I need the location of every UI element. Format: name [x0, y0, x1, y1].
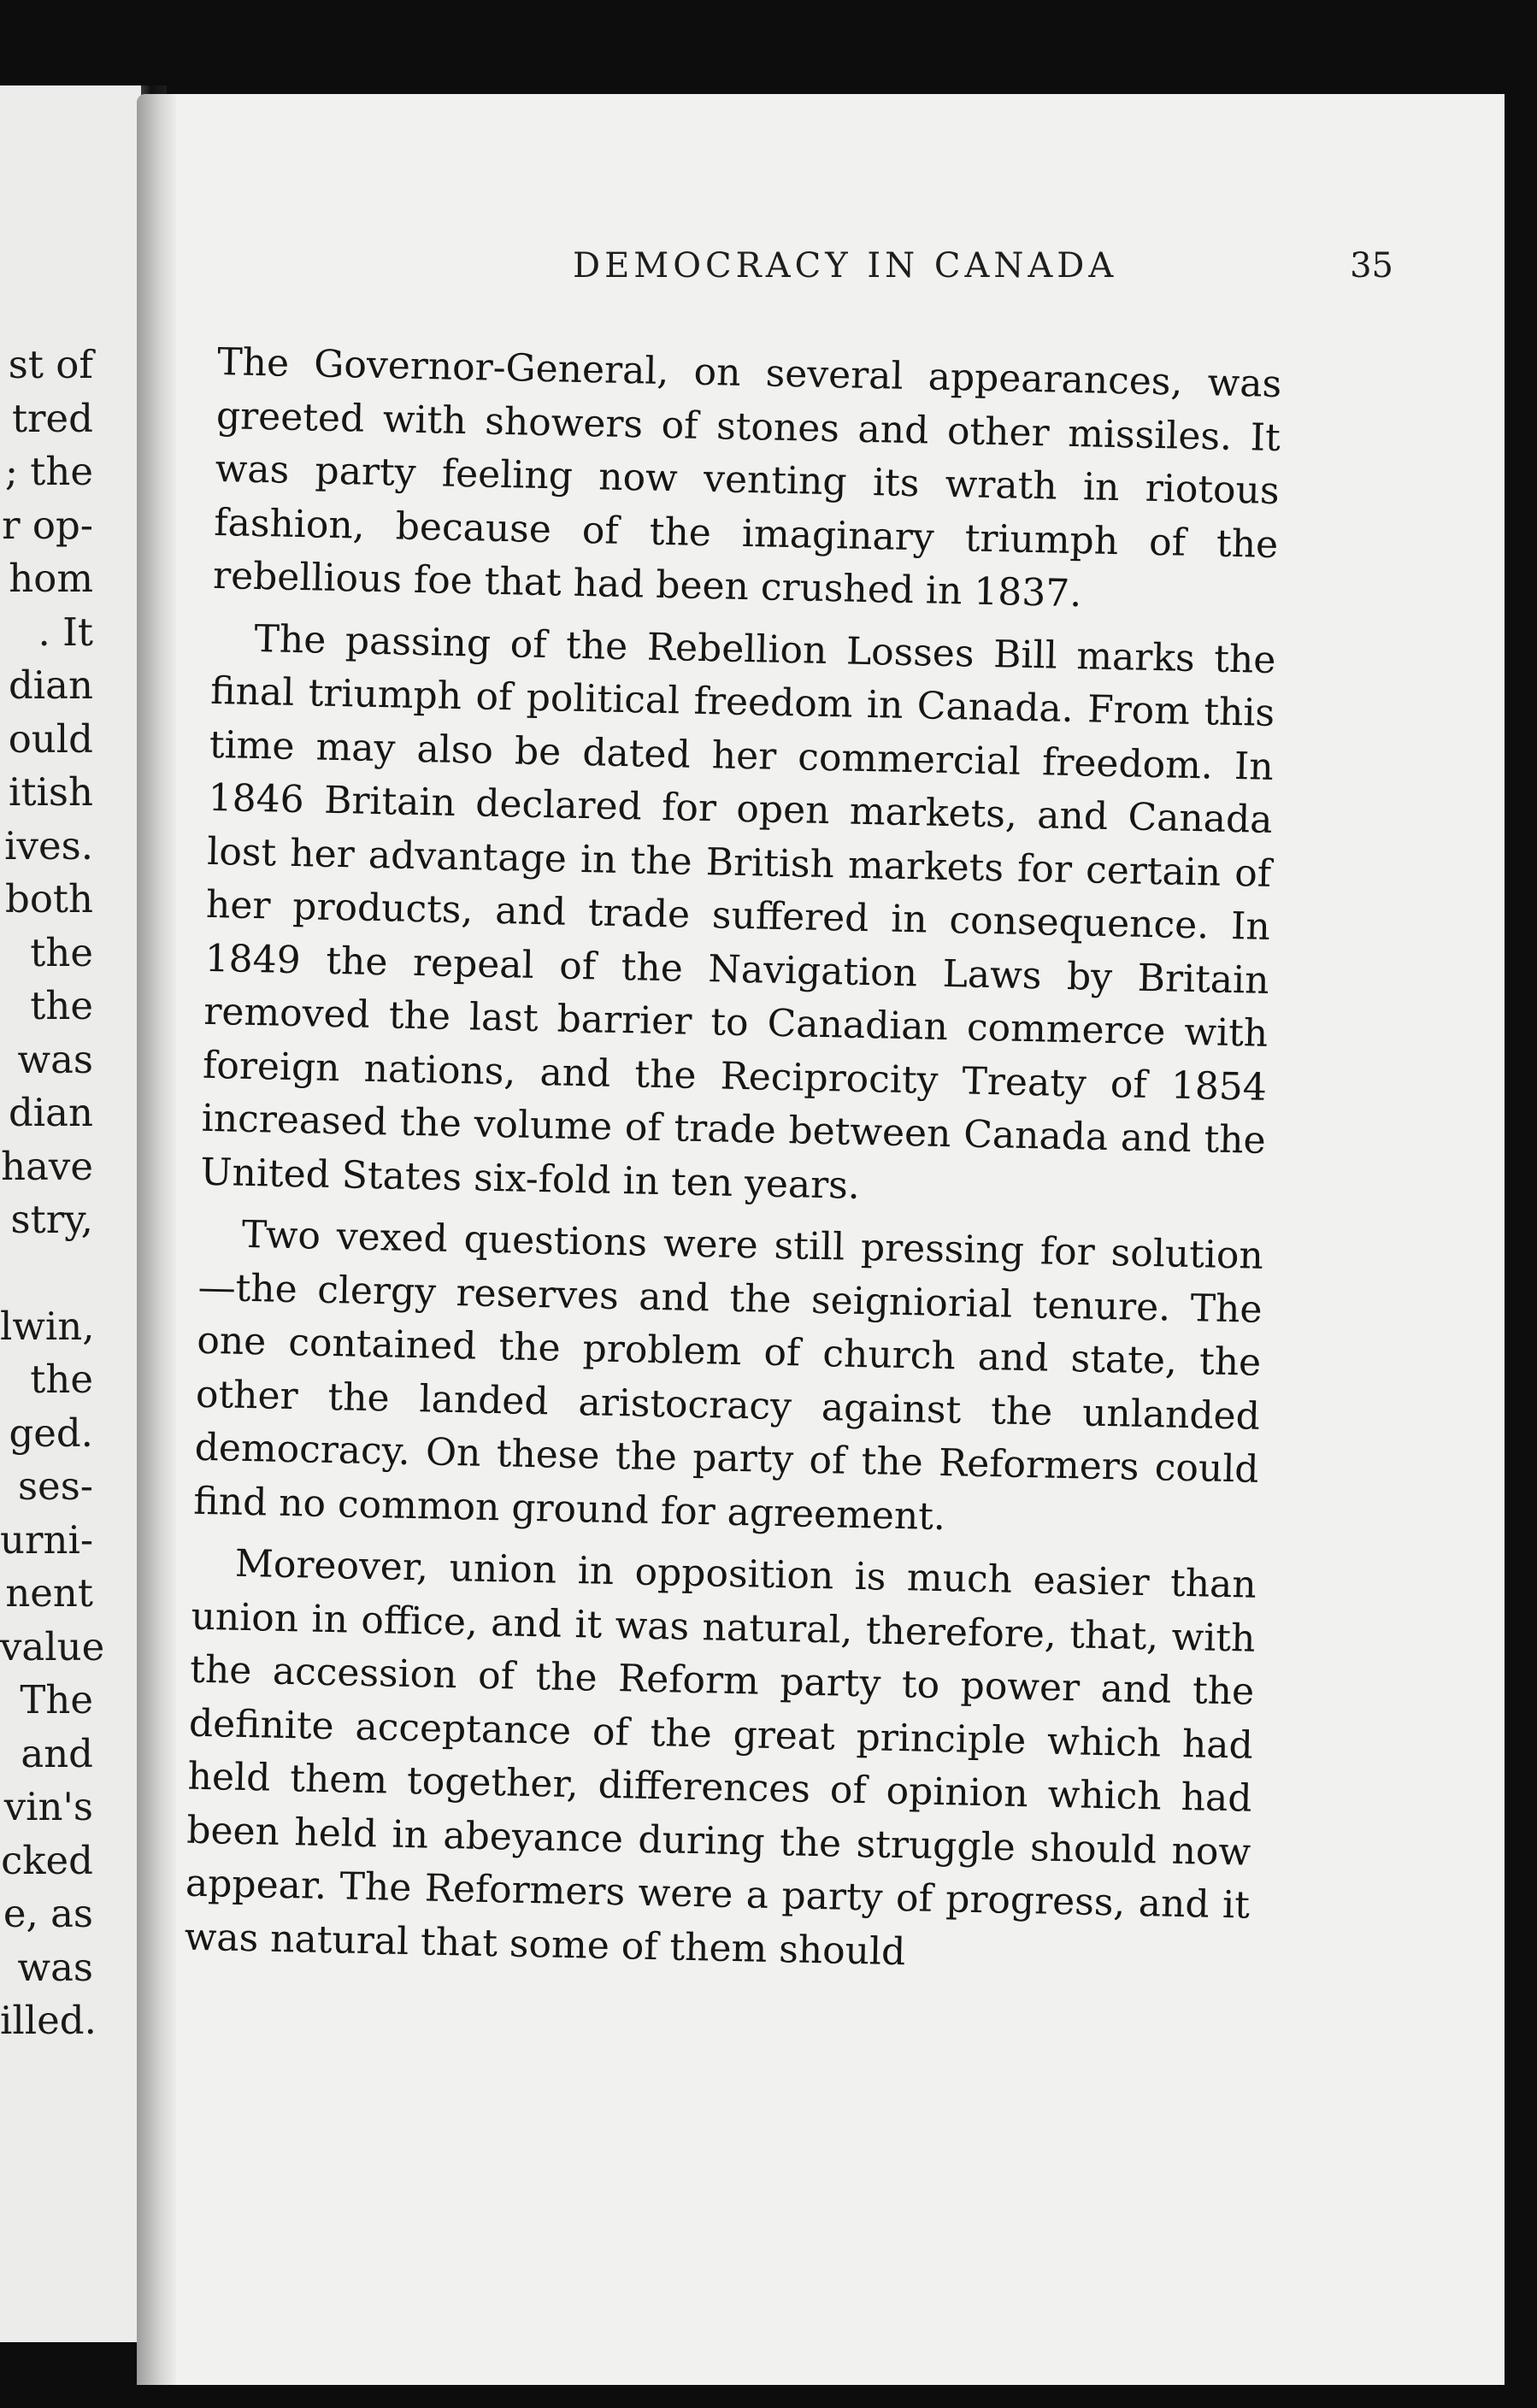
left-line-fragment: was	[17, 1944, 93, 1990]
left-line-fragment: the	[30, 983, 93, 1028]
left-line-fragment: was	[17, 1036, 93, 1082]
left-line-fragment: e, as	[3, 1891, 93, 1936]
left-line-fragment: ged.	[9, 1410, 93, 1456]
paragraph: Moreover, union in opposition is much easier than union in office, and it was natural, therefore, that, with the accession of the Reform party to power and the definite acceptance of the great principle which had held them together, differences of opinion which had been held in abeyance during the struggle should now appear. The Reformers were a party of progress, and it was natural that some of them should	[184, 1541, 1257, 1974]
left-line-fragment: urni-	[0, 1516, 94, 1563]
left-line-fragment: vin's	[3, 1784, 93, 1829]
page-body-text	[184, 336, 1282, 1987]
left-line-fragment: st of	[8, 342, 93, 387]
left-line-fragment: value	[0, 1623, 105, 1669]
left-line-fragment: the	[30, 1357, 93, 1402]
paragraph: Two vexed questions were still pressing for solution—the clergy reserves and the seigniorial tenure. The one contained the problem of church and state, the other the landed aristocracy against the unlanded democracy. On these the party of the Reformers could find no common ground for agreement.	[192, 1212, 1264, 1539]
paragraph: The Governor-General, on several appearances, was greeted with showers of stones and other missiles. It was party feeling now venting its wrath in riotous fashion, because of the imaginary triumph of the rebellious foe that had been crushed in 1837.	[212, 339, 1282, 616]
left-line-fragment: stry,	[10, 1197, 93, 1242]
left-line-fragment: ; the	[4, 449, 93, 494]
left-line-fragment: tred	[11, 395, 93, 441]
left-line-fragment: nent	[5, 1570, 93, 1616]
left-line-fragment: ould	[8, 715, 93, 762]
right-book-page	[137, 94, 1505, 2385]
left-facing-page	[0, 85, 141, 2342]
left-line-fragment: the	[30, 929, 93, 975]
page-number: 35	[1350, 246, 1393, 286]
running-title: DEMOCRACY IN CANADA	[573, 246, 1118, 286]
left-line-fragment: and	[21, 1730, 93, 1776]
left-line-fragment: ives.	[4, 822, 93, 868]
left-line-fragment: . It	[38, 609, 93, 655]
page-edge-shading	[137, 94, 176, 2385]
left-line-fragment: hom	[9, 556, 93, 601]
paragraph: The passing of the Rebellion Losses Bill marks the final triumph of political freedom in Canada. From this time may also be dated her commercial freedom. In 1846 Britain declared for open markets, and Canada lost her advantage in the British markets for certain of her products, and trade suffered in consequence. In 1849 the repeal of the Navigation Laws by Britain removed the last barrier to Canadian commerce with foreign nations, and the Reciprocity Treaty of 1854 increased the volume of trade between Canada and the United States six-fold in ten years.	[199, 616, 1276, 1208]
left-page-text-column	[0, 339, 141, 2048]
left-line-fragment: dian	[8, 1090, 93, 1135]
left-line-fragment: The	[20, 1677, 93, 1722]
left-line-fragment: lwin,	[0, 1303, 95, 1349]
left-line-fragment: have	[1, 1143, 93, 1189]
left-line-fragment: r op-	[2, 502, 93, 548]
left-line-fragment: ses-	[17, 1463, 93, 1509]
left-line-fragment: illed.	[0, 1998, 97, 2043]
left-line-fragment: dian	[8, 662, 93, 708]
left-line-fragment: both	[5, 876, 93, 921]
left-line-fragment: cked	[1, 1837, 93, 1883]
left-line-fragment: itish	[9, 769, 93, 815]
